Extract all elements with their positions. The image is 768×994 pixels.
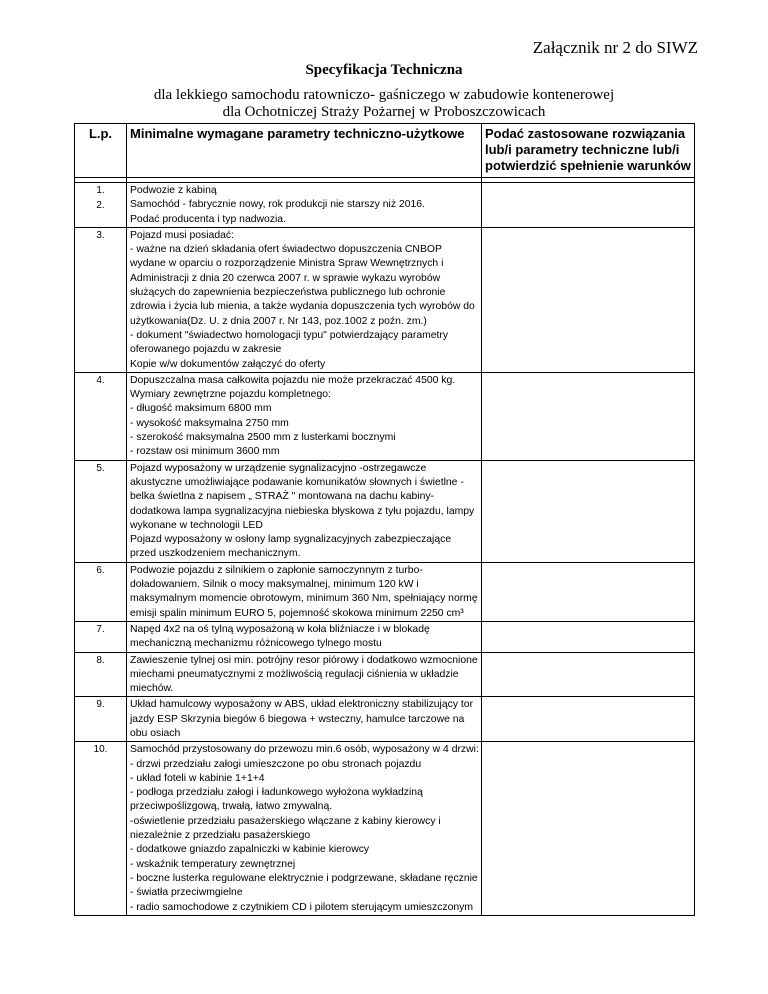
- row-number-cell: [75, 183, 127, 228]
- row-number: 3.: [96, 229, 105, 241]
- row-requirement-text: Układ hamulcowy wyposażony w ABS, układ elektroniczny stabilizujący tor jazdy ESP Skrzynia biegów 6 biegowa + wsteczny, hamulce tarczowe na obu osiach: [127, 697, 482, 742]
- row-number: 9.: [96, 699, 105, 711]
- row-answer-cell[interactable]: [482, 697, 695, 742]
- header-answer: Podać zastosowane rozwiązania lub/i parametry techniczne lub/i potwierdzić spełnienie warunków: [482, 124, 695, 178]
- row-number-cell: [75, 742, 127, 916]
- row-answer-cell[interactable]: [482, 621, 695, 652]
- row-number: 1.: [96, 185, 105, 196]
- row-number-cell: [75, 652, 127, 697]
- row-requirement-text: Podwozie pojazdu z silnikiem o zapłonie samoczynnym z turbo- doładowaniem. Silnik o mocy maksymalnej, minimum 120 kW i maksymalnym momencie obrotowym, minimum 360 Nm, spełniający normę emisji spalin minimum EURO 5, pojemność skokowa minimum 2250 cm³: [127, 562, 482, 621]
- document-title: Specyfikacja Techniczna: [305, 62, 463, 78]
- row-requirement-text: Samochód przystosowany do przewozu min.6 osób, wyposażony w 4 drzwi: - drzwi przedziału załogi umieszczone po obu stronach pojazdu - układ foteli w kabinie 1+1+4 - podłoga przedziału załogi i ładunkowego wyłożona wykładziną przeciwpoślizgową, trwałą, łatwo zmywalną. -oświetlenie przedziału pasażerskiego włączane z kabiny kierowcy i niezależnie z przedziału pasażerskiego - dodatkowe gniazdo zapalniczki w kabinie kierowcy - wskaźnik temperatury zewnętrznej - boczne lusterka regulowane elektrycznie i podgrzewane, składane ręcznie - światła przeciwmgielne - radio samochodowe z czytnikiem CD i pilotem sterującym umieszczonym: [127, 742, 482, 916]
- row-requirement-text: Napęd 4x2 na oś tylną wyposażoną w koła bliźniacze i w blokadę mechaniczną mechanizmu różnicowego tylnego mostu: [127, 621, 482, 652]
- table-row: [75, 621, 695, 652]
- row-answer-cell[interactable]: [482, 372, 695, 460]
- specification-table: [74, 123, 695, 916]
- row-number: 7.: [96, 623, 105, 635]
- table-row: [75, 562, 695, 621]
- row-requirement-text: Dopuszczalna masa całkowita pojazdu nie może przekraczać 4500 kg. Wymiary zewnętrzne pojazdu kompletnego: - długość maksimum 6800 mm - wysokość maksymalna 2750 mm - szerokość maksymalna 2500 mm z lusterkami bocznymi - rozstaw osi minimum 3600 mm: [127, 372, 482, 460]
- subtitle-line-1: dla lekkiego samochodu ratowniczo- gaśniczego w zabudowie kontenerowej: [153, 87, 615, 103]
- annex-label: Załącznik nr 2 do SIWZ: [532, 38, 698, 57]
- row-number-cell: [75, 697, 127, 742]
- row-number: 4.: [96, 374, 105, 386]
- header-params: Minimalne wymagane parametry techniczno-użytkowe: [127, 124, 482, 178]
- table-row: [75, 460, 695, 562]
- table-row: [75, 697, 695, 742]
- table-row: [75, 183, 695, 228]
- row-number-cell: [75, 621, 127, 652]
- row-requirement-text: Podwozie z kabiną Samochód - fabrycznie nowy, rok produkcji nie starszy niż 2016. Podać producenta i typ nadwozia.: [127, 183, 482, 228]
- table-row: [75, 372, 695, 460]
- table-row: [75, 652, 695, 697]
- row-number: 8.: [96, 654, 105, 666]
- row-answer-cell[interactable]: [482, 460, 695, 562]
- row-requirement-text: Pojazd musi posiadać: - ważne na dzień składania ofert świadectwo dopuszczenia CNBOP wydane w oparciu o rozporządzenie Ministra Spraw Wewnętrznych i Administracji z dnia 20 czerwca 2007 r. w sprawie wykazu wyrobów służących do zapewnienia bezpieczeństwa publicznego lub ochronie zdrowia i życia lub mienia, a także wydania dopuszczenia tych wyrobów do użytkowania(Dz. U. z dnia 2007 r. Nr 143, poz.1002 z poźn. zm.) - dokument "świadectwo homologacji typu" potwierdzający parametry oferowanego pojazdu w zakresie Kopie w/w dokumentów załączyć do oferty: [127, 227, 482, 372]
- row-answer-cell[interactable]: [482, 742, 695, 916]
- table-body: [75, 178, 695, 916]
- row-requirement-text: Pojazd wyposażony w urządzenie sygnalizacyjno -ostrzegawcze akustyczne umożliwiające podawanie komunikatów słownych i świetlne - belka świetlna z napisem „ STRAŻ " montowana na dachu kabiny- dodatkowa lampa sygnalizacyjna niebieska błyskowa z tyłu pojazdu, lampy wykonane w technologii LED Pojazd wyposażony w osłony lamp sygnalizacyjnych zabezpieczające przed uszkodzeniem mechanicznym.: [127, 460, 482, 562]
- row-number: 5.: [96, 462, 105, 474]
- table-header-row: [75, 124, 695, 178]
- row-requirement-text: Zawieszenie tylnej osi min. potrójny resor piórowy i dodatkowo wzmocnione miechami pneumatycznymi z możliwością regulacji ciśnienia w układzie miechów.: [127, 652, 482, 697]
- table-row: [75, 227, 695, 372]
- row-number: 10.: [93, 744, 108, 756]
- row-answer-cell[interactable]: [482, 652, 695, 697]
- row-answer-cell[interactable]: [482, 562, 695, 621]
- row-number: 6.: [96, 564, 105, 576]
- row-answer-cell[interactable]: [482, 227, 695, 372]
- subtitle-line-2: dla Ochotniczej Straży Pożarnej w Proboszczowicach: [222, 104, 546, 120]
- row-number-cell: [75, 562, 127, 621]
- row-number-cell: [75, 227, 127, 372]
- row-answer-cell[interactable]: [482, 183, 695, 228]
- row-number-cell: [75, 372, 127, 460]
- header-lp: L.p.: [75, 124, 127, 178]
- row-number-cell: [75, 460, 127, 562]
- row-number: 2.: [96, 200, 105, 212]
- table-row: [75, 742, 695, 916]
